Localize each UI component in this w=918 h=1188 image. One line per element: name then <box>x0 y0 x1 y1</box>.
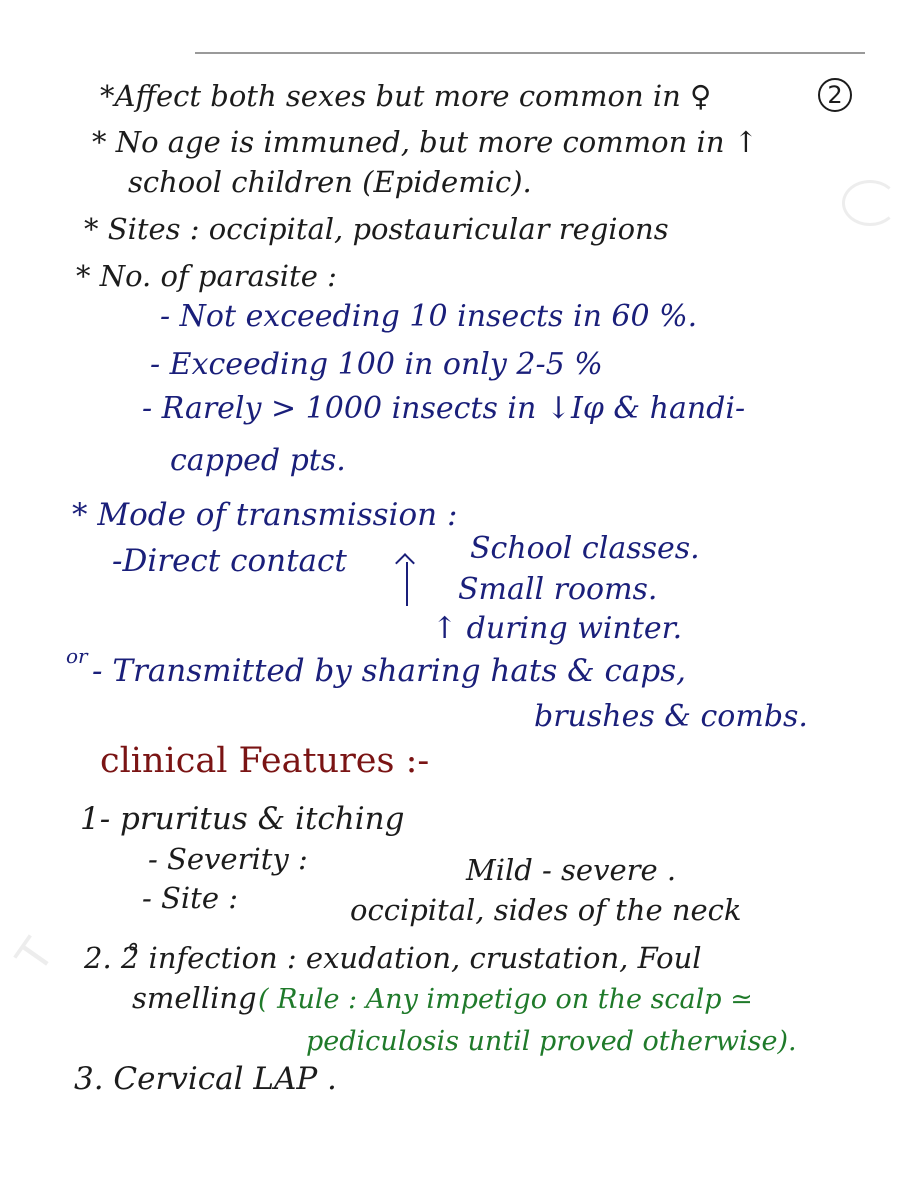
watermark-arc <box>842 180 898 226</box>
line-school-classes: School classes. <box>470 531 700 566</box>
line-site-value: occipital, sides of the neck <box>350 893 742 927</box>
line-age-1: * No age is immuned, but more common in ↑ <box>92 125 759 159</box>
label-or: or <box>66 644 88 668</box>
line-sexes: *Affect both sexes but more common in ♀ <box>100 79 712 113</box>
line-severity-value: Mild - severe . <box>466 853 677 887</box>
line-age-2: school children (Epidemic). <box>128 165 532 199</box>
line-parasite-1: - Not exceeding 10 insects in 60 %. <box>160 299 698 334</box>
line-parasite-3: - Rarely > 1000 insects in ↓Iφ & handi- <box>142 391 746 426</box>
line-site-label: - Site : <box>142 881 238 915</box>
line-winter: ↑ during winter. <box>432 611 683 646</box>
top-rule-divider <box>195 52 865 54</box>
line-sites: * Sites : occipital, postauricular regions <box>84 212 669 246</box>
line-cf-2a: 2. 2̊ infection : exudation, crustation, Foul <box>84 941 702 975</box>
line-parasite-2: - Exceeding 100 in only 2-5 % <box>150 347 603 382</box>
clinical-features-heading: clinical Features :- <box>100 741 430 781</box>
page-number: 2 <box>827 81 843 109</box>
line-transmitted-1: - Transmitted by sharing hats & caps, <box>92 653 686 689</box>
line-small-rooms: Small rooms. <box>458 572 658 607</box>
line-cf-3: 3. Cervical LAP . <box>74 1061 337 1097</box>
transmission-bracket <box>406 562 428 606</box>
line-mode-title: * Mode of transmission : <box>72 497 458 533</box>
line-transmitted-2: brushes & combs. <box>534 699 808 734</box>
line-severity-label: - Severity : <box>148 842 308 876</box>
line-rule-2: pediculosis until proved otherwise). <box>306 1026 797 1057</box>
line-parasite-3b: capped pts. <box>170 443 346 478</box>
line-cf-2b: smelling <box>132 981 257 1015</box>
page-number-circle <box>818 78 852 112</box>
line-direct-contact: -Direct contact <box>112 543 347 579</box>
line-cf-1: 1- pruritus & itching <box>80 801 405 837</box>
line-parasite-title: * No. of parasite : <box>76 259 337 293</box>
line-rule-1: ( Rule : Any impetigo on the scalp ≃ <box>258 984 753 1015</box>
watermark-letter: T <box>6 929 65 982</box>
